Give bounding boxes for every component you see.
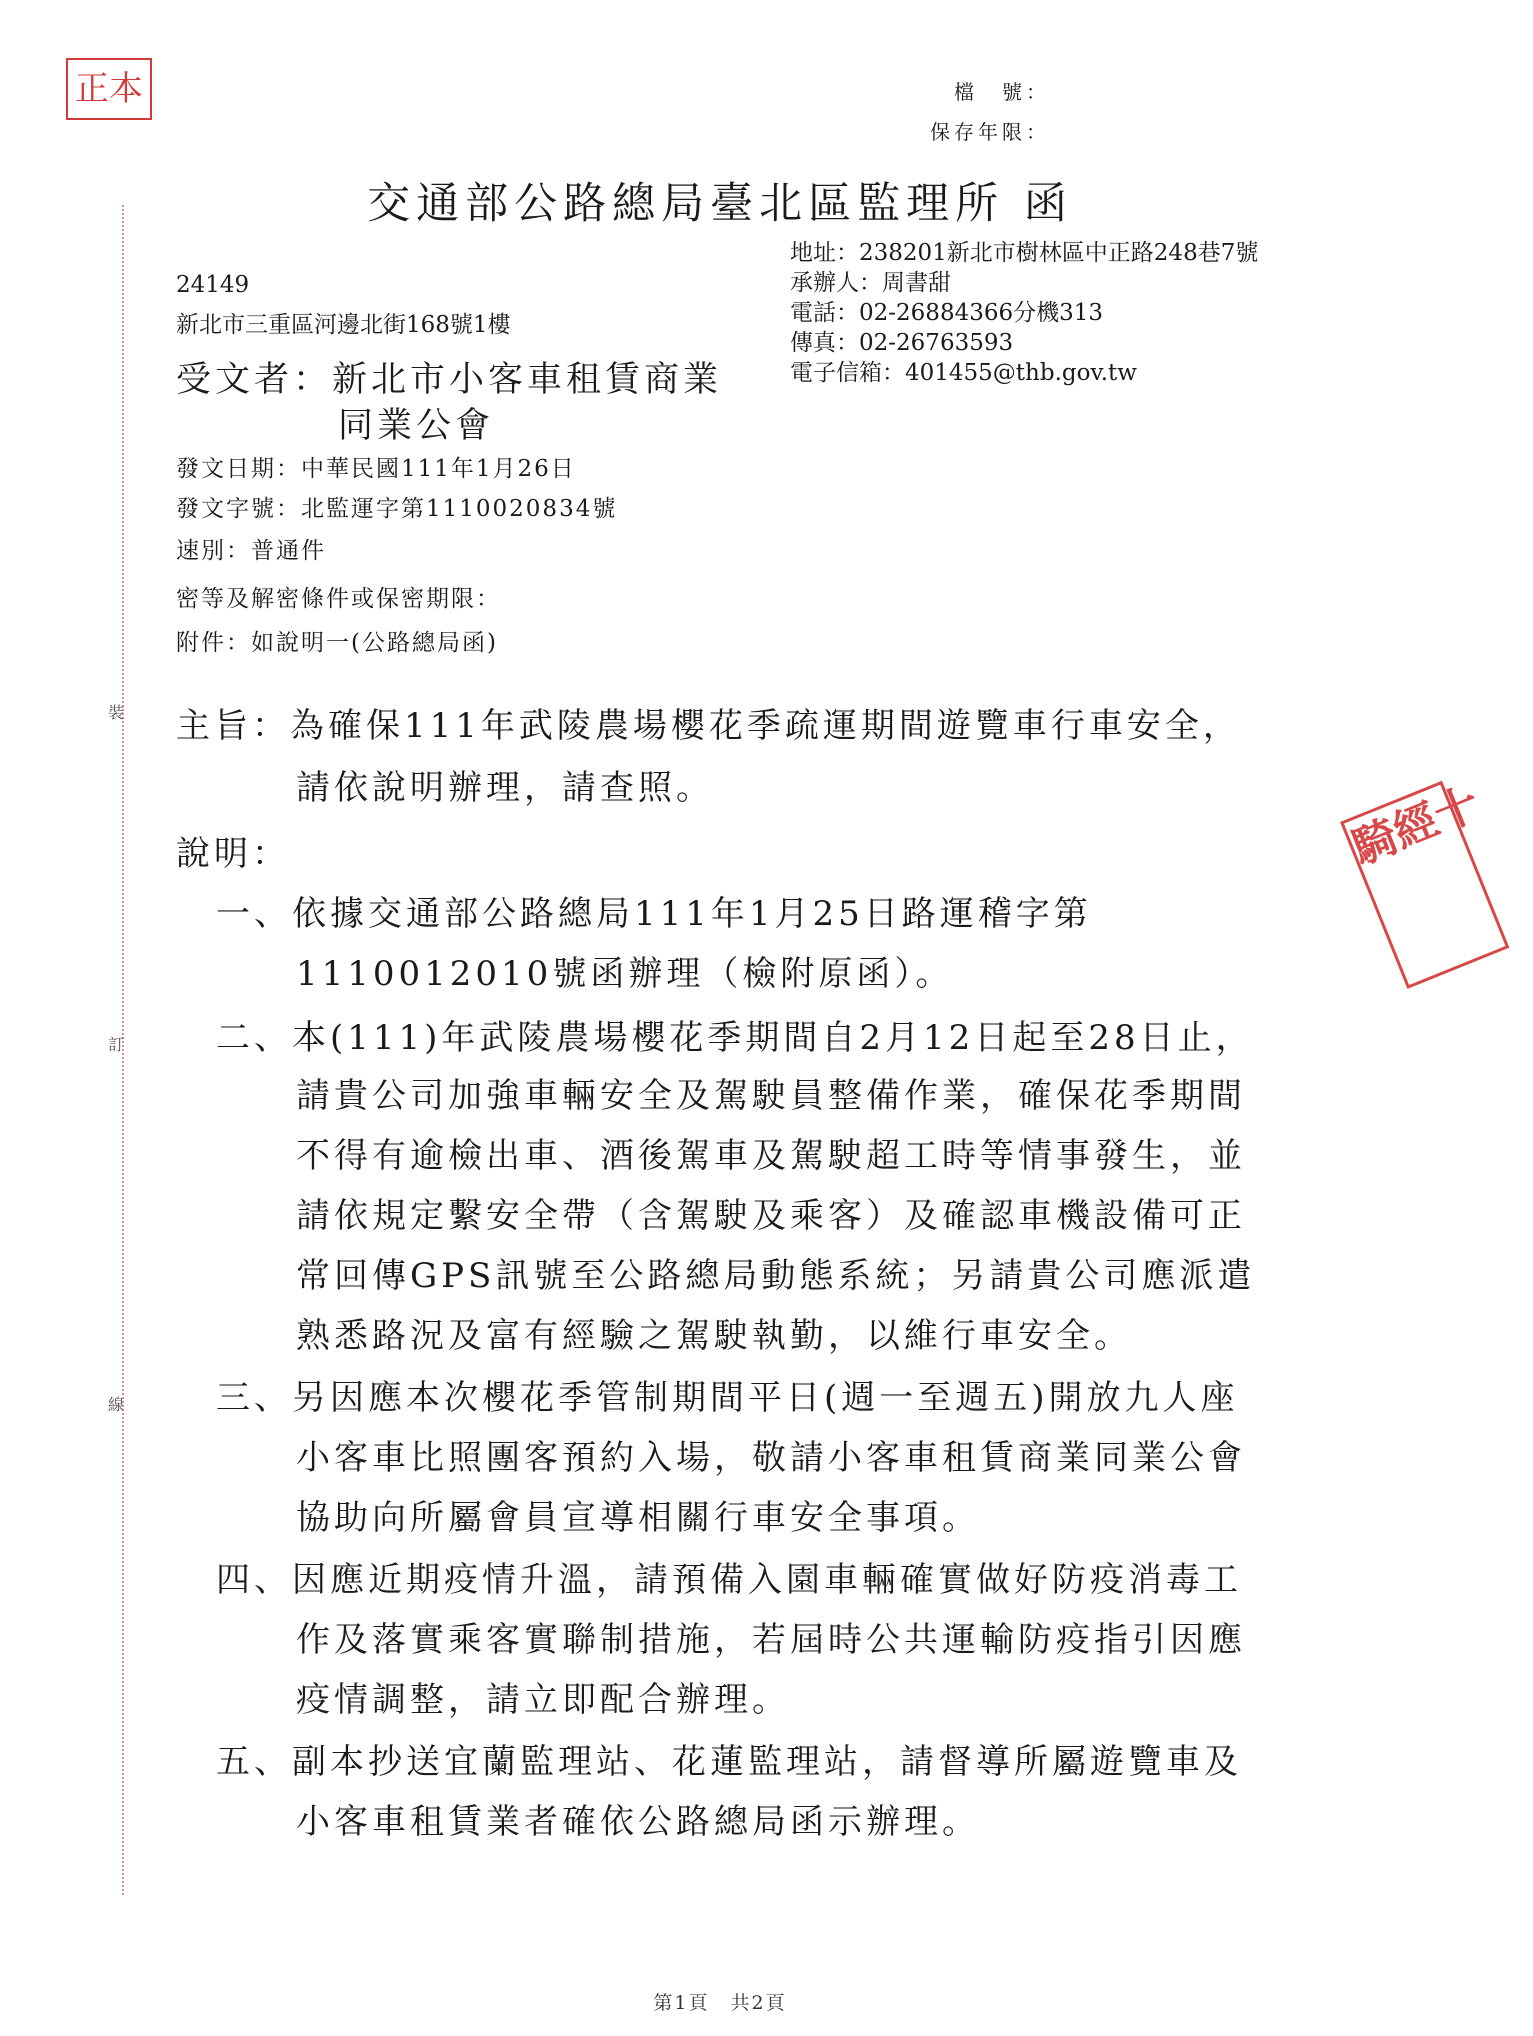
explanation-item-1-line-1: 一、依據交通部公路總局111年1月25日路運稽字第: [216, 894, 1092, 934]
explanation-item-3-line-3: 協助向所屬會員宣導相關行車安全事項。: [296, 1498, 980, 1538]
recipient-name-line2: 同業公會: [338, 406, 495, 446]
explanation-item-2-line-1: 二、本(111)年武陵農場櫻花季期間自2月12日起至28日止，: [216, 1018, 1254, 1058]
explanation-heading: 說明：: [176, 834, 290, 874]
secrecy-level: 密等及解密條件或保密期限：: [176, 586, 501, 612]
binding-mark-staple: 訂: [108, 1035, 125, 1054]
delivery-speed: 速別：普通件: [176, 538, 326, 564]
explanation-item-2-line-4: 請依規定繫安全帶（含駕駛及乘客）及確認車機設備可正: [296, 1196, 1246, 1236]
explanation-item-4-line-3: 疫情調整，請立即配合辦理。: [296, 1680, 790, 1720]
explanation-item-1-line-2: 1110012010號函辦理（檢附原函）。: [296, 954, 954, 994]
sender-address: 地址：238201新北市樹林區中正路248巷7號: [790, 240, 1259, 266]
explanation-item-5-line-1: 五、副本抄送宜蘭監理站、花蓮監理站，請督導所屬遊覽車及: [216, 1742, 1242, 1782]
document-title: 交通部公路總局臺北區監理所 函: [367, 179, 1073, 229]
recipient-address: 新北市三重區河邊北街168號1樓: [176, 312, 511, 338]
binding-mark-bind: 裝: [108, 703, 125, 722]
original-copy-stamp: 正本: [66, 58, 152, 120]
issue-date: 發文日期：中華民國111年1月26日: [176, 456, 576, 482]
page-number: 第1頁 共2頁: [653, 1992, 787, 2014]
retention-period-label: 保存年限：: [930, 120, 1050, 144]
file-number-label: 檔 號：: [954, 80, 1050, 104]
explanation-item-2-line-2: 請貴公司加強車輛安全及駕駛員整備作業，確保花季期間: [296, 1076, 1246, 1116]
phone-number: 電話：02-26884366分機313: [790, 300, 1104, 326]
received-seal-stamp: 騎經十: [1340, 781, 1509, 989]
recipient-name-line1: 受文者：新北市小客車租賃商業: [176, 360, 723, 400]
explanation-item-4-line-2: 作及落實乘客實聯制措施，若屆時公共運輸防疫指引因應: [296, 1620, 1246, 1660]
recipient-postal-code: 24149: [176, 272, 250, 298]
explanation-item-2-line-5: 常回傳GPS訊號至公路總局動態系統；另請貴公司應派遣: [296, 1256, 1256, 1296]
email-address: 電子信箱：401455@thb.gov.tw: [790, 360, 1137, 386]
explanation-item-3-line-1: 三、另因應本次櫻花季管制期間平日(週一至週五)開放九人座: [216, 1378, 1239, 1418]
fax-number: 傳真：02-26763593: [790, 330, 1014, 356]
subject-line-1: 主旨：為確保111年武陵農場櫻花季疏運期間遊覽車行車安全，: [176, 706, 1241, 746]
binding-mark-line: 線: [108, 1395, 125, 1414]
handler-name: 承辦人：周書甜: [790, 270, 951, 296]
explanation-item-5-line-2: 小客車租賃業者確依公路總局函示辦理。: [296, 1802, 980, 1842]
document-number: 發文字號：北監運字第1110020834號: [176, 496, 618, 522]
explanation-item-2-line-3: 不得有逾檢出車、酒後駕車及駕駛超工時等情事發生，並: [296, 1136, 1246, 1176]
sender-contact-block: [790, 238, 1258, 388]
explanation-item-4-line-1: 四、因應近期疫情升溫，請預備入園車輛確實做好防疫消毒工: [216, 1560, 1242, 1600]
explanation-item-3-line-2: 小客車比照團客預約入場，敬請小客車租賃商業同業公會: [296, 1438, 1246, 1478]
subject-line-2: 請依說明辦理，請查照。: [296, 768, 714, 808]
explanation-item-2-line-6: 熟悉路況及富有經驗之駕駛執勤，以維行車安全。: [296, 1316, 1132, 1356]
attachment-note: 附件：如說明一(公路總局函): [176, 630, 498, 656]
